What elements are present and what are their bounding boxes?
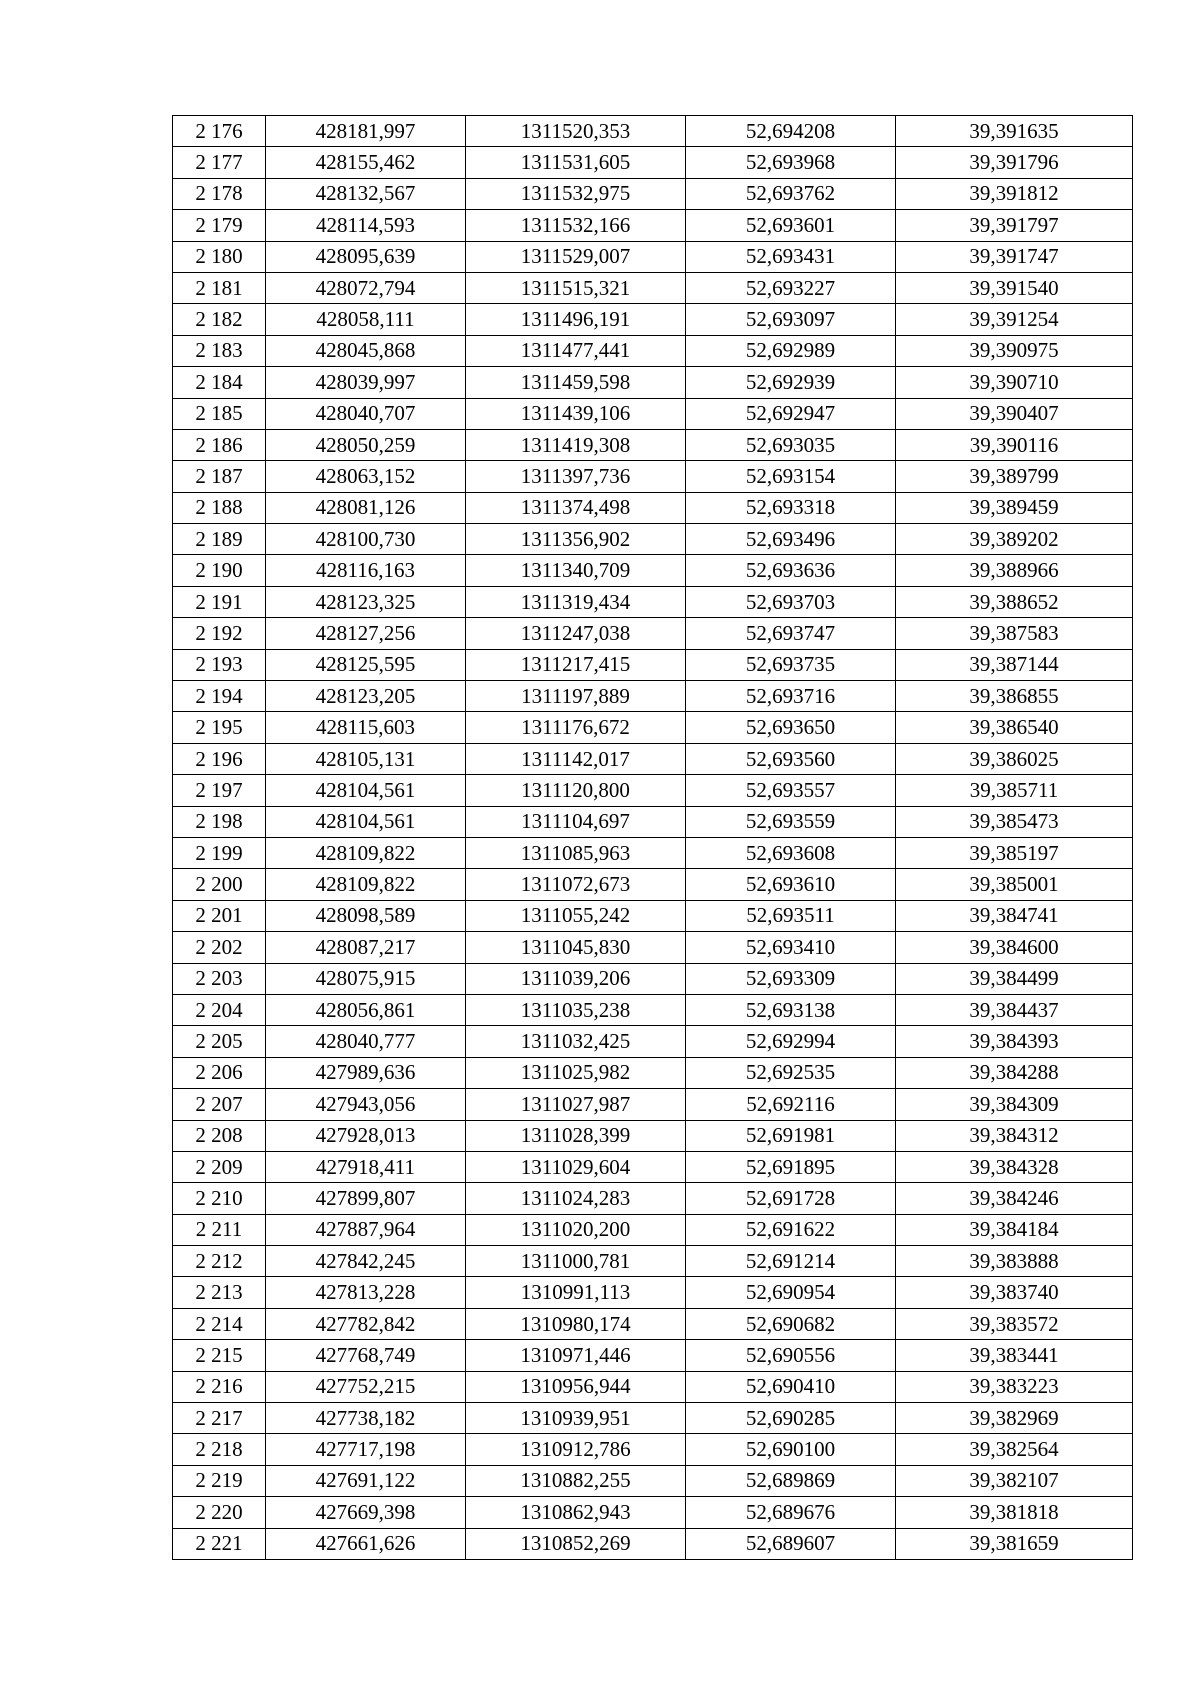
longitude-cell: 39,388966 xyxy=(896,555,1133,586)
y-coordinate-cell: 1311045,830 xyxy=(466,932,686,963)
latitude-cell: 52,690954 xyxy=(686,1277,896,1308)
table-row xyxy=(173,837,1133,868)
longitude-cell: 39,390116 xyxy=(896,429,1133,460)
point-number-cell: 2 183 xyxy=(173,335,266,366)
point-number-cell: 2 187 xyxy=(173,461,266,492)
point-number-cell: 2 207 xyxy=(173,1089,266,1120)
x-coordinate-cell: 428100,730 xyxy=(266,524,466,555)
y-coordinate-cell: 1310862,943 xyxy=(466,1497,686,1528)
point-number-cell: 2 202 xyxy=(173,932,266,963)
latitude-cell: 52,693035 xyxy=(686,429,896,460)
latitude-cell: 52,692116 xyxy=(686,1089,896,1120)
longitude-cell: 39,391797 xyxy=(896,210,1133,241)
point-number-cell: 2 182 xyxy=(173,304,266,335)
x-coordinate-cell: 427691,122 xyxy=(266,1465,466,1496)
x-coordinate-cell: 427661,626 xyxy=(266,1528,466,1559)
latitude-cell: 52,690285 xyxy=(686,1403,896,1434)
point-number-cell: 2 191 xyxy=(173,586,266,617)
point-number-cell: 2 178 xyxy=(173,178,266,209)
y-coordinate-cell: 1311032,425 xyxy=(466,1026,686,1057)
latitude-cell: 52,690556 xyxy=(686,1340,896,1371)
y-coordinate-cell: 1311027,987 xyxy=(466,1089,686,1120)
latitude-cell: 52,691728 xyxy=(686,1183,896,1214)
table-row xyxy=(173,147,1133,178)
y-coordinate-cell: 1311142,017 xyxy=(466,743,686,774)
x-coordinate-cell: 428075,915 xyxy=(266,963,466,994)
y-coordinate-cell: 1311529,007 xyxy=(466,241,686,272)
y-coordinate-cell: 1311515,321 xyxy=(466,272,686,303)
longitude-cell: 39,391254 xyxy=(896,304,1133,335)
point-number-cell: 2 193 xyxy=(173,649,266,680)
longitude-cell: 39,382564 xyxy=(896,1434,1133,1465)
table-row xyxy=(173,963,1133,994)
x-coordinate-cell: 428104,561 xyxy=(266,775,466,806)
point-number-cell: 2 200 xyxy=(173,869,266,900)
x-coordinate-cell: 428039,997 xyxy=(266,367,466,398)
longitude-cell: 39,384600 xyxy=(896,932,1133,963)
x-coordinate-cell: 427717,198 xyxy=(266,1434,466,1465)
y-coordinate-cell: 1311024,283 xyxy=(466,1183,686,1214)
longitude-cell: 39,388652 xyxy=(896,586,1133,617)
longitude-cell: 39,384288 xyxy=(896,1057,1133,1088)
y-coordinate-cell: 1311419,308 xyxy=(466,429,686,460)
x-coordinate-cell: 428181,997 xyxy=(266,116,466,147)
y-coordinate-cell: 1310991,113 xyxy=(466,1277,686,1308)
table-row xyxy=(173,712,1133,743)
table-row xyxy=(173,555,1133,586)
longitude-cell: 39,381659 xyxy=(896,1528,1133,1559)
x-coordinate-cell: 428123,205 xyxy=(266,681,466,712)
x-coordinate-cell: 428116,163 xyxy=(266,555,466,586)
y-coordinate-cell: 1310971,446 xyxy=(466,1340,686,1371)
longitude-cell: 39,384309 xyxy=(896,1089,1133,1120)
y-coordinate-cell: 1310912,786 xyxy=(466,1434,686,1465)
latitude-cell: 52,690100 xyxy=(686,1434,896,1465)
latitude-cell: 52,693716 xyxy=(686,681,896,712)
latitude-cell: 52,693318 xyxy=(686,492,896,523)
latitude-cell: 52,693762 xyxy=(686,178,896,209)
table-row xyxy=(173,932,1133,963)
table-row xyxy=(173,367,1133,398)
point-number-cell: 2 212 xyxy=(173,1246,266,1277)
x-coordinate-cell: 428050,259 xyxy=(266,429,466,460)
table-row xyxy=(173,1120,1133,1151)
longitude-cell: 39,383888 xyxy=(896,1246,1133,1277)
latitude-cell: 52,692947 xyxy=(686,398,896,429)
point-number-cell: 2 205 xyxy=(173,1026,266,1057)
table-row xyxy=(173,304,1133,335)
latitude-cell: 52,693227 xyxy=(686,272,896,303)
y-coordinate-cell: 1311319,434 xyxy=(466,586,686,617)
table-row xyxy=(173,900,1133,931)
x-coordinate-cell: 428072,794 xyxy=(266,272,466,303)
latitude-cell: 52,693601 xyxy=(686,210,896,241)
table-row xyxy=(173,1308,1133,1339)
longitude-cell: 39,390710 xyxy=(896,367,1133,398)
longitude-cell: 39,390407 xyxy=(896,398,1133,429)
y-coordinate-cell: 1311356,902 xyxy=(466,524,686,555)
x-coordinate-cell: 427928,013 xyxy=(266,1120,466,1151)
latitude-cell: 52,693650 xyxy=(686,712,896,743)
latitude-cell: 52,691981 xyxy=(686,1120,896,1151)
point-number-cell: 2 210 xyxy=(173,1183,266,1214)
table-row xyxy=(173,241,1133,272)
x-coordinate-cell: 427813,228 xyxy=(266,1277,466,1308)
x-coordinate-cell: 427768,749 xyxy=(266,1340,466,1371)
table-row xyxy=(173,524,1133,555)
table-row xyxy=(173,178,1133,209)
longitude-cell: 39,385473 xyxy=(896,806,1133,837)
table-row xyxy=(173,586,1133,617)
y-coordinate-cell: 1311072,673 xyxy=(466,869,686,900)
table-row xyxy=(173,461,1133,492)
latitude-cell: 52,693557 xyxy=(686,775,896,806)
point-number-cell: 2 196 xyxy=(173,743,266,774)
point-number-cell: 2 203 xyxy=(173,963,266,994)
longitude-cell: 39,384312 xyxy=(896,1120,1133,1151)
longitude-cell: 39,391747 xyxy=(896,241,1133,272)
y-coordinate-cell: 1311531,605 xyxy=(466,147,686,178)
longitude-cell: 39,390975 xyxy=(896,335,1133,366)
latitude-cell: 52,693431 xyxy=(686,241,896,272)
point-number-cell: 2 201 xyxy=(173,900,266,931)
table-row xyxy=(173,429,1133,460)
longitude-cell: 39,383223 xyxy=(896,1371,1133,1402)
coordinates-table xyxy=(172,115,1133,1560)
x-coordinate-cell: 427842,245 xyxy=(266,1246,466,1277)
x-coordinate-cell: 427782,842 xyxy=(266,1308,466,1339)
x-coordinate-cell: 428105,131 xyxy=(266,743,466,774)
y-coordinate-cell: 1311247,038 xyxy=(466,618,686,649)
point-number-cell: 2 189 xyxy=(173,524,266,555)
longitude-cell: 39,384393 xyxy=(896,1026,1133,1057)
x-coordinate-cell: 428040,777 xyxy=(266,1026,466,1057)
latitude-cell: 52,693560 xyxy=(686,743,896,774)
point-number-cell: 2 217 xyxy=(173,1403,266,1434)
longitude-cell: 39,389202 xyxy=(896,524,1133,555)
longitude-cell: 39,384184 xyxy=(896,1214,1133,1245)
table-row xyxy=(173,649,1133,680)
table-row xyxy=(173,492,1133,523)
point-number-cell: 2 221 xyxy=(173,1528,266,1559)
x-coordinate-cell: 427943,056 xyxy=(266,1089,466,1120)
latitude-cell: 52,694208 xyxy=(686,116,896,147)
point-number-cell: 2 218 xyxy=(173,1434,266,1465)
point-number-cell: 2 209 xyxy=(173,1151,266,1182)
table-row xyxy=(173,1214,1133,1245)
latitude-cell: 52,689676 xyxy=(686,1497,896,1528)
x-coordinate-cell: 428095,639 xyxy=(266,241,466,272)
longitude-cell: 39,391812 xyxy=(896,178,1133,209)
y-coordinate-cell: 1311340,709 xyxy=(466,555,686,586)
point-number-cell: 2 215 xyxy=(173,1340,266,1371)
y-coordinate-cell: 1310956,944 xyxy=(466,1371,686,1402)
point-number-cell: 2 197 xyxy=(173,775,266,806)
y-coordinate-cell: 1310882,255 xyxy=(466,1465,686,1496)
table-row xyxy=(173,1089,1133,1120)
table-row xyxy=(173,1340,1133,1371)
x-coordinate-cell: 428058,111 xyxy=(266,304,466,335)
point-number-cell: 2 177 xyxy=(173,147,266,178)
table-row xyxy=(173,1183,1133,1214)
x-coordinate-cell: 428104,561 xyxy=(266,806,466,837)
table-row xyxy=(173,1057,1133,1088)
x-coordinate-cell: 428063,152 xyxy=(266,461,466,492)
latitude-cell: 52,689607 xyxy=(686,1528,896,1559)
latitude-cell: 52,690410 xyxy=(686,1371,896,1402)
latitude-cell: 52,692994 xyxy=(686,1026,896,1057)
point-number-cell: 2 195 xyxy=(173,712,266,743)
longitude-cell: 39,387583 xyxy=(896,618,1133,649)
y-coordinate-cell: 1311477,441 xyxy=(466,335,686,366)
table-row xyxy=(173,618,1133,649)
y-coordinate-cell: 1311035,238 xyxy=(466,994,686,1025)
longitude-cell: 39,381818 xyxy=(896,1497,1133,1528)
latitude-cell: 52,692535 xyxy=(686,1057,896,1088)
x-coordinate-cell: 428081,126 xyxy=(266,492,466,523)
latitude-cell: 52,692939 xyxy=(686,367,896,398)
y-coordinate-cell: 1311176,672 xyxy=(466,712,686,743)
point-number-cell: 2 181 xyxy=(173,272,266,303)
point-number-cell: 2 213 xyxy=(173,1277,266,1308)
table-row xyxy=(173,1246,1133,1277)
x-coordinate-cell: 428109,822 xyxy=(266,837,466,868)
latitude-cell: 52,693610 xyxy=(686,869,896,900)
point-number-cell: 2 184 xyxy=(173,367,266,398)
table-row xyxy=(173,869,1133,900)
y-coordinate-cell: 1311000,781 xyxy=(466,1246,686,1277)
latitude-cell: 52,693968 xyxy=(686,147,896,178)
point-number-cell: 2 211 xyxy=(173,1214,266,1245)
latitude-cell: 52,689869 xyxy=(686,1465,896,1496)
longitude-cell: 39,389799 xyxy=(896,461,1133,492)
table-row xyxy=(173,743,1133,774)
point-number-cell: 2 220 xyxy=(173,1497,266,1528)
table-row xyxy=(173,1497,1133,1528)
latitude-cell: 52,693511 xyxy=(686,900,896,931)
x-coordinate-cell: 428098,589 xyxy=(266,900,466,931)
x-coordinate-cell: 427918,411 xyxy=(266,1151,466,1182)
longitude-cell: 39,383740 xyxy=(896,1277,1133,1308)
x-coordinate-cell: 427738,182 xyxy=(266,1403,466,1434)
longitude-cell: 39,391540 xyxy=(896,272,1133,303)
longitude-cell: 39,389459 xyxy=(896,492,1133,523)
x-coordinate-cell: 428125,595 xyxy=(266,649,466,680)
x-coordinate-cell: 428040,707 xyxy=(266,398,466,429)
y-coordinate-cell: 1311020,200 xyxy=(466,1214,686,1245)
longitude-cell: 39,384499 xyxy=(896,963,1133,994)
y-coordinate-cell: 1311039,206 xyxy=(466,963,686,994)
table-row xyxy=(173,1371,1133,1402)
x-coordinate-cell: 427887,964 xyxy=(266,1214,466,1245)
point-number-cell: 2 206 xyxy=(173,1057,266,1088)
x-coordinate-cell: 428056,861 xyxy=(266,994,466,1025)
point-number-cell: 2 198 xyxy=(173,806,266,837)
latitude-cell: 52,693636 xyxy=(686,555,896,586)
table-row xyxy=(173,994,1133,1025)
y-coordinate-cell: 1311520,353 xyxy=(466,116,686,147)
table-row xyxy=(173,1026,1133,1057)
point-number-cell: 2 179 xyxy=(173,210,266,241)
latitude-cell: 52,690682 xyxy=(686,1308,896,1339)
point-number-cell: 2 188 xyxy=(173,492,266,523)
table-row xyxy=(173,1434,1133,1465)
longitude-cell: 39,382969 xyxy=(896,1403,1133,1434)
table-row xyxy=(173,775,1133,806)
latitude-cell: 52,691622 xyxy=(686,1214,896,1245)
point-number-cell: 2 199 xyxy=(173,837,266,868)
latitude-cell: 52,693496 xyxy=(686,524,896,555)
y-coordinate-cell: 1311439,106 xyxy=(466,398,686,429)
longitude-cell: 39,387144 xyxy=(896,649,1133,680)
longitude-cell: 39,386855 xyxy=(896,681,1133,712)
table-row xyxy=(173,1528,1133,1559)
point-number-cell: 2 185 xyxy=(173,398,266,429)
x-coordinate-cell: 428123,325 xyxy=(266,586,466,617)
table-row xyxy=(173,681,1133,712)
y-coordinate-cell: 1311397,736 xyxy=(466,461,686,492)
x-coordinate-cell: 428114,593 xyxy=(266,210,466,241)
longitude-cell: 39,386025 xyxy=(896,743,1133,774)
longitude-cell: 39,384437 xyxy=(896,994,1133,1025)
longitude-cell: 39,383441 xyxy=(896,1340,1133,1371)
x-coordinate-cell: 428109,822 xyxy=(266,869,466,900)
y-coordinate-cell: 1311197,889 xyxy=(466,681,686,712)
latitude-cell: 52,693559 xyxy=(686,806,896,837)
table-row xyxy=(173,1465,1133,1496)
x-coordinate-cell: 427989,636 xyxy=(266,1057,466,1088)
table-row xyxy=(173,1403,1133,1434)
latitude-cell: 52,693703 xyxy=(686,586,896,617)
y-coordinate-cell: 1311459,598 xyxy=(466,367,686,398)
point-number-cell: 2 190 xyxy=(173,555,266,586)
x-coordinate-cell: 428127,256 xyxy=(266,618,466,649)
longitude-cell: 39,384328 xyxy=(896,1151,1133,1182)
latitude-cell: 52,692989 xyxy=(686,335,896,366)
y-coordinate-cell: 1311217,415 xyxy=(466,649,686,680)
y-coordinate-cell: 1311374,498 xyxy=(466,492,686,523)
x-coordinate-cell: 427752,215 xyxy=(266,1371,466,1402)
table-row xyxy=(173,1151,1133,1182)
point-number-cell: 2 216 xyxy=(173,1371,266,1402)
point-number-cell: 2 176 xyxy=(173,116,266,147)
x-coordinate-cell: 428115,603 xyxy=(266,712,466,743)
table-row xyxy=(173,335,1133,366)
longitude-cell: 39,383572 xyxy=(896,1308,1133,1339)
y-coordinate-cell: 1311104,697 xyxy=(466,806,686,837)
x-coordinate-cell: 428132,567 xyxy=(266,178,466,209)
coordinates-table-body xyxy=(173,116,1133,1560)
point-number-cell: 2 219 xyxy=(173,1465,266,1496)
point-number-cell: 2 214 xyxy=(173,1308,266,1339)
point-number-cell: 2 192 xyxy=(173,618,266,649)
point-number-cell: 2 186 xyxy=(173,429,266,460)
longitude-cell: 39,382107 xyxy=(896,1465,1133,1496)
y-coordinate-cell: 1311085,963 xyxy=(466,837,686,868)
table-row xyxy=(173,210,1133,241)
x-coordinate-cell: 428045,868 xyxy=(266,335,466,366)
x-coordinate-cell: 428155,462 xyxy=(266,147,466,178)
latitude-cell: 52,691214 xyxy=(686,1246,896,1277)
y-coordinate-cell: 1311028,399 xyxy=(466,1120,686,1151)
point-number-cell: 2 180 xyxy=(173,241,266,272)
y-coordinate-cell: 1311025,982 xyxy=(466,1057,686,1088)
longitude-cell: 39,391796 xyxy=(896,147,1133,178)
table-row xyxy=(173,1277,1133,1308)
longitude-cell: 39,385711 xyxy=(896,775,1133,806)
y-coordinate-cell: 1311496,191 xyxy=(466,304,686,335)
latitude-cell: 52,693138 xyxy=(686,994,896,1025)
point-number-cell: 2 208 xyxy=(173,1120,266,1151)
latitude-cell: 52,693154 xyxy=(686,461,896,492)
y-coordinate-cell: 1310980,174 xyxy=(466,1308,686,1339)
longitude-cell: 39,384741 xyxy=(896,900,1133,931)
longitude-cell: 39,391635 xyxy=(896,116,1133,147)
latitude-cell: 52,691895 xyxy=(686,1151,896,1182)
point-number-cell: 2 194 xyxy=(173,681,266,712)
longitude-cell: 39,384246 xyxy=(896,1183,1133,1214)
latitude-cell: 52,693608 xyxy=(686,837,896,868)
longitude-cell: 39,385197 xyxy=(896,837,1133,868)
table-row xyxy=(173,116,1133,147)
latitude-cell: 52,693410 xyxy=(686,932,896,963)
x-coordinate-cell: 428087,217 xyxy=(266,932,466,963)
y-coordinate-cell: 1311055,242 xyxy=(466,900,686,931)
y-coordinate-cell: 1311120,800 xyxy=(466,775,686,806)
y-coordinate-cell: 1311029,604 xyxy=(466,1151,686,1182)
y-coordinate-cell: 1311532,166 xyxy=(466,210,686,241)
x-coordinate-cell: 427899,807 xyxy=(266,1183,466,1214)
y-coordinate-cell: 1310852,269 xyxy=(466,1528,686,1559)
latitude-cell: 52,693747 xyxy=(686,618,896,649)
latitude-cell: 52,693097 xyxy=(686,304,896,335)
table-row xyxy=(173,398,1133,429)
latitude-cell: 52,693735 xyxy=(686,649,896,680)
y-coordinate-cell: 1311532,975 xyxy=(466,178,686,209)
x-coordinate-cell: 427669,398 xyxy=(266,1497,466,1528)
longitude-cell: 39,386540 xyxy=(896,712,1133,743)
longitude-cell: 39,385001 xyxy=(896,869,1133,900)
y-coordinate-cell: 1310939,951 xyxy=(466,1403,686,1434)
table-row xyxy=(173,272,1133,303)
table-row xyxy=(173,806,1133,837)
point-number-cell: 2 204 xyxy=(173,994,266,1025)
latitude-cell: 52,693309 xyxy=(686,963,896,994)
